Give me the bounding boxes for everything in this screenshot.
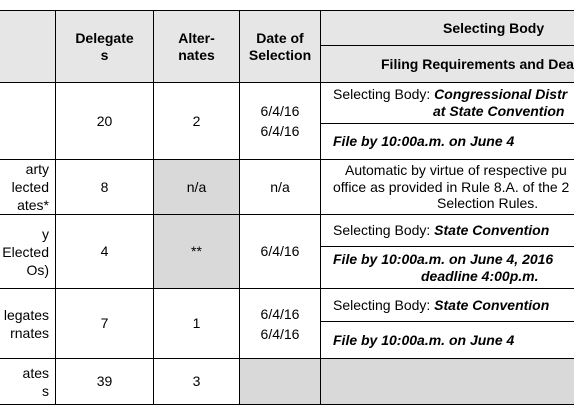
empty-date-cell (240, 359, 321, 405)
category-line: Elected (2, 243, 49, 260)
alternates-count: 1 (154, 289, 240, 359)
category-cell (0, 215, 56, 289)
selecting-body-label: Selecting Body: (333, 86, 435, 103)
note-line: Selection Rules. (437, 195, 539, 212)
selecting-body-value: State Convention (434, 222, 550, 239)
category-line: ates (22, 364, 49, 381)
filing-line: deadline 4:00p.m. (421, 267, 539, 284)
note-line: office as provided in Rule 8.A. of the 2 (333, 178, 570, 195)
selection-date: n/a (240, 160, 321, 215)
alternates-count: 2 (154, 83, 240, 160)
alternates-total: 3 (154, 359, 240, 405)
selecting-body-value-cont: at State Convention (433, 103, 565, 119)
filing-requirement: File by 10:00a.m. on June 4 (321, 124, 574, 160)
delegates-count: 4 (56, 215, 154, 289)
header-delegates: Delegate s (56, 11, 154, 83)
header-alternates: Alter- nates (154, 11, 240, 83)
filing-line: File by 10:00a.m. on June 4, 2016 (333, 250, 554, 267)
automatic-selection-note (321, 160, 574, 215)
selection-date: 6/4/16 (260, 103, 300, 119)
header-row-top (0, 11, 574, 46)
note-line: Automatic by virtue of respective pu (345, 161, 567, 178)
alternates-count: ** (154, 215, 240, 289)
selection-date: 6/4/16 (260, 305, 300, 322)
category-cell (0, 160, 56, 215)
table-row (0, 160, 574, 215)
category-cell (0, 289, 56, 359)
header-selecting-body: Selecting Body (321, 11, 574, 46)
selection-date: 6/4/16 (260, 123, 300, 139)
delegates-count: 7 (56, 289, 154, 359)
selecting-body-cell (321, 83, 574, 124)
selecting-body-cell (321, 289, 574, 322)
table-row (0, 215, 574, 247)
delegates-count: 8 (56, 160, 154, 215)
selecting-body-label: Selecting Body: (333, 296, 435, 313)
category-line: rnates (10, 324, 49, 341)
header-category-cell (0, 11, 56, 83)
header-date-of-selection: Date of Selection (240, 11, 321, 83)
selecting-body-cell (321, 215, 574, 247)
filing-requirement (321, 247, 574, 289)
totals-row (0, 359, 574, 405)
category-line: s (42, 382, 49, 399)
selecting-body-value: State Convention (434, 296, 550, 313)
selection-date: 6/4/16 (240, 215, 321, 289)
category-line: arty (25, 161, 49, 177)
delegates-count: 20 (56, 83, 154, 160)
delegate-selection-table (0, 10, 574, 405)
category-line: lected (11, 179, 49, 195)
selection-dates (240, 83, 321, 160)
selecting-body-value: Congressional Distr (434, 86, 568, 103)
delegates-total: 39 (56, 359, 154, 405)
category-line: Os) (26, 261, 49, 278)
filing-requirement: File by 10:00a.m. on June 4 (321, 322, 574, 359)
category-cell (0, 359, 56, 405)
category-cell (0, 83, 56, 160)
selection-dates (240, 289, 321, 359)
category-line: y (42, 225, 49, 242)
category-line: legates (3, 306, 49, 323)
table-row (0, 83, 574, 124)
header-filing-requirements: Filing Requirements and Dea (321, 46, 574, 83)
category-line: ates* (17, 197, 49, 213)
alternates-count: n/a (154, 160, 240, 215)
empty-selecting-body-cell (321, 359, 574, 405)
selecting-body-label: Selecting Body: (333, 222, 435, 239)
selection-date: 6/4/16 (260, 325, 300, 342)
table-row (0, 289, 574, 322)
